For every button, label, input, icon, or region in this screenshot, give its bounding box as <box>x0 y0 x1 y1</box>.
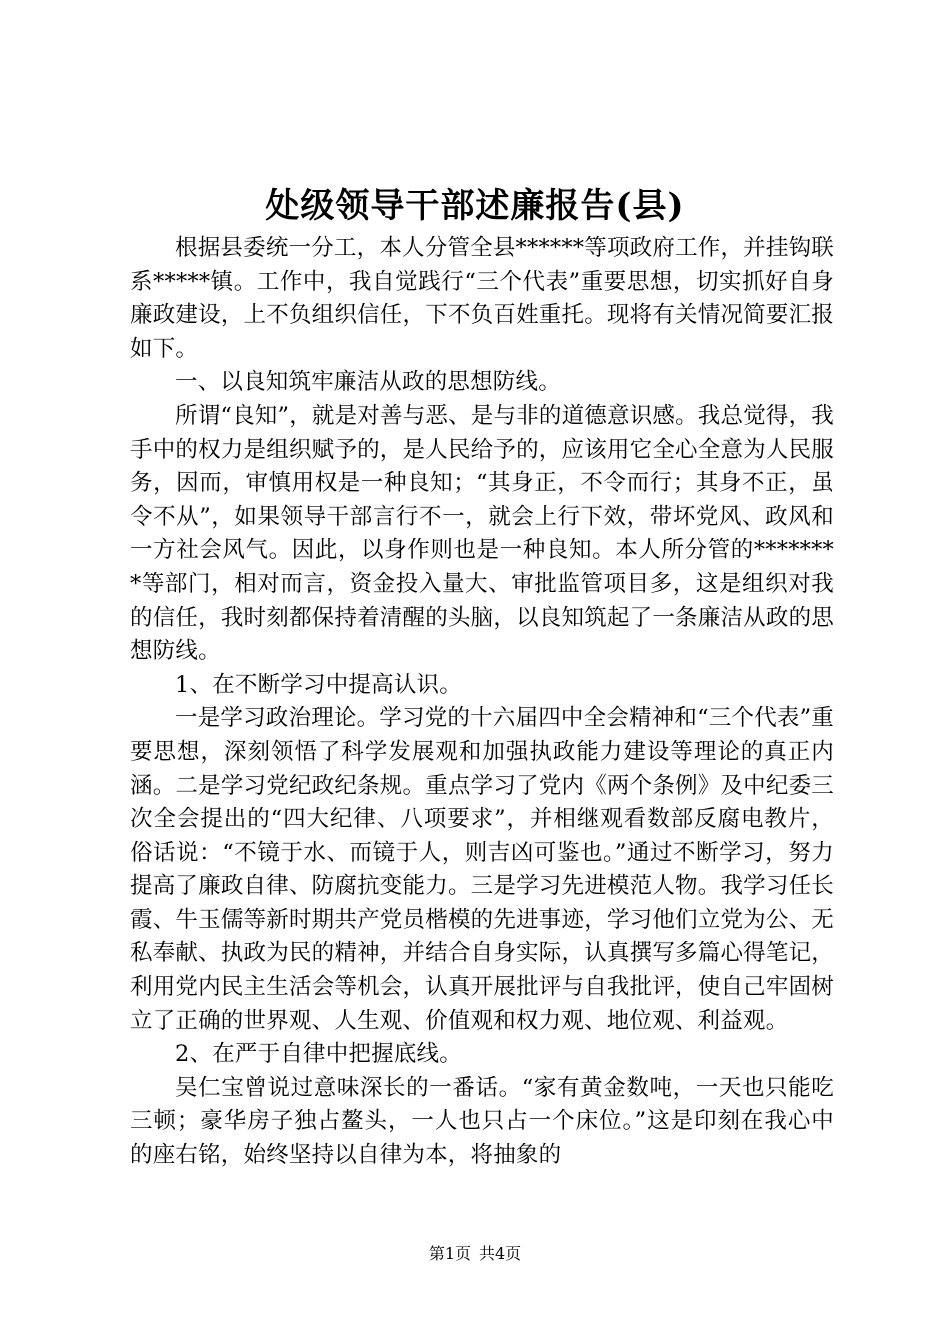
document-body <box>130 232 834 1173</box>
paragraph-self-discipline: 吴仁宝曾说过意味深长的一番话。“家有黄金数吨，一天也只能吃三顿；豪华房子独占鳌头，一人也只占一个床位。”这是印刻在我心中的座右铭，始终坚持以自律为本，将抽象的 <box>130 1074 834 1169</box>
section-heading-1: 一、以良知筑牢廉洁从政的思想防线。 <box>175 369 561 396</box>
page-footer <box>0 1243 950 1265</box>
page-total: 共4页 <box>479 1244 522 1263</box>
paragraph-study: 一是学习政治理论。学习党的十六届四中全会精神和“三个代表”重要思想，深刻领悟了科学发展观和加强执政能力建设等理论的真正内涵。二是学习党纪政纪条规。重点学习了党内《两个条例》及中纪委三次全会提出的“四大纪律、八项要求”，并相继观看数部反腐电教片，俗话说：“不镜于水、而镜于人，则吉凶可鉴也。”通过不断学习，努力提高了廉政自律、防腐抗变能力。三是学习先进模范人物。我学习任长霞、牛玉儒等新时期共产党员楷模的先进事迹，学习他们立党为公、无私奉献、执政为民的精神，并结合自身实际，认真撰写多篇心得笔记，利用党内民主生活会等机会，认真开展批评与自我批评，使自己牢固树立了正确的世界观、人生观、价值观和权力观、地位观、利益观。 <box>130 705 835 1034</box>
page-number: 第1页 <box>428 1244 471 1263</box>
paragraph-intro: 根据县委统一分工，本人分管全县******等项政府工作，并挂钩联系*****镇。工作中，我自觉践行“三个代表”重要思想，切实抓好自身廉政建设，上不负组织信任，下不负百姓重托。现将有关情况简要汇报如下。 <box>130 235 834 362</box>
document-title: 处级领导干部述廉报告(县) <box>265 186 685 226</box>
paragraph-conscience: 所谓“良知”，就是对善与恶、是与非的道德意识感。我总觉得，我手中的权力是组织赋予的，是人民给予的，应该用它全心全意为人民服务，因而，审慎用权是一种良知；“其身正，不令而行；其身不正，虽令不从”，如果领导干部言行不一，就会上行下效，带坏党风、政风和一方社会风气。因此，以身作则也是一种良知。本人所分管的********等部门，相对而言，资金投入量大、审批监管项目多，这是组织对我的信任，我时刻都保持着清醒的头脑，以良知筑起了一条廉洁从政的思想防线。 <box>130 402 835 665</box>
subsection-heading-2: 2、在严于自律中把握底线。 <box>175 1041 462 1068</box>
subsection-heading-1: 1、在不断学习中提高认识。 <box>175 671 462 698</box>
